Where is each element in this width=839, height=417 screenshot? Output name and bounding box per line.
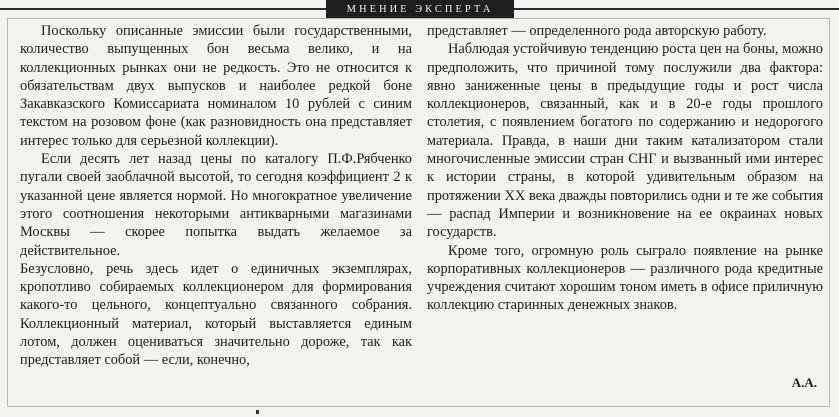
- section-title: МНЕНИЕ ЭКСПЕРТА: [326, 0, 514, 18]
- right-paragraph-2: Наблюдая устойчивую тенденцию роста цен на боны, можно предположить, что причиной тому послужили два фактора: явно заниженные цены в предыдущие годы и рост числа коллекционеров, связанный, как и в 20-е годы прошлого столетия, с появлением богатого по содержанию и недорогого материала. Правда, в наши дни таким катализатором стали многочисленные эмиссии стран СНГ и вызванный ими интерес к истории страны, в которой удивительным образом на протяжении XX века дважды повторились одни и те же события — распад Империи и возникновение на ее окраинах новых государств.: [427, 41, 823, 241]
- left-column: [20, 22, 412, 370]
- left-paragraph-3: Безусловно, речь здесь идет о единичных экземплярах, кропотливо собираемых коллекционером для формирования какого-то цельного, концептуально связанного собрания. Коллекционный материал, который выставляется единым лотом, должен оцениваться значительно дороже, так как представляет собой — если, конечно,: [20, 260, 412, 369]
- page-mark: [256, 410, 259, 414]
- right-column: [427, 22, 823, 315]
- right-paragraph-1: представляет — определенного рода авторскую работу.: [427, 23, 767, 39]
- left-paragraph-2: Если десять лет назад цены по каталогу П.Ф.Рябченко пугали своей заоблачной высотой, то сегодня коэффициент 2 к указанной цене является нормой. Но многократное увеличение этого соотношения некоторыми антикварными магазинами Москвы — скорее попытка выдать желаемое за действительное.: [20, 151, 412, 259]
- right-paragraph-3: Кроме того, огромную роль сыграло появление на рынке корпоративных коллекционеров — различного рода кредитные учреждения считают хорошим тоном иметь в офисе приличную коллекцию старинных денежных знаков.: [427, 242, 823, 314]
- left-paragraph-1: Поскольку описанные эмиссии были государственными, количество выпущенных бон весьма велико, и на коллекционных рынках они не редкость. Это не относится к обязательствам двух выпусков и наиболее редкой боне Закавказского Комиссариата номиналом 10 рублей с синим текстом на розовом фоне (как разновидность она представляет интерес только для серьезной коллекции).: [20, 23, 412, 149]
- author-signature: А.А.: [791, 375, 817, 390]
